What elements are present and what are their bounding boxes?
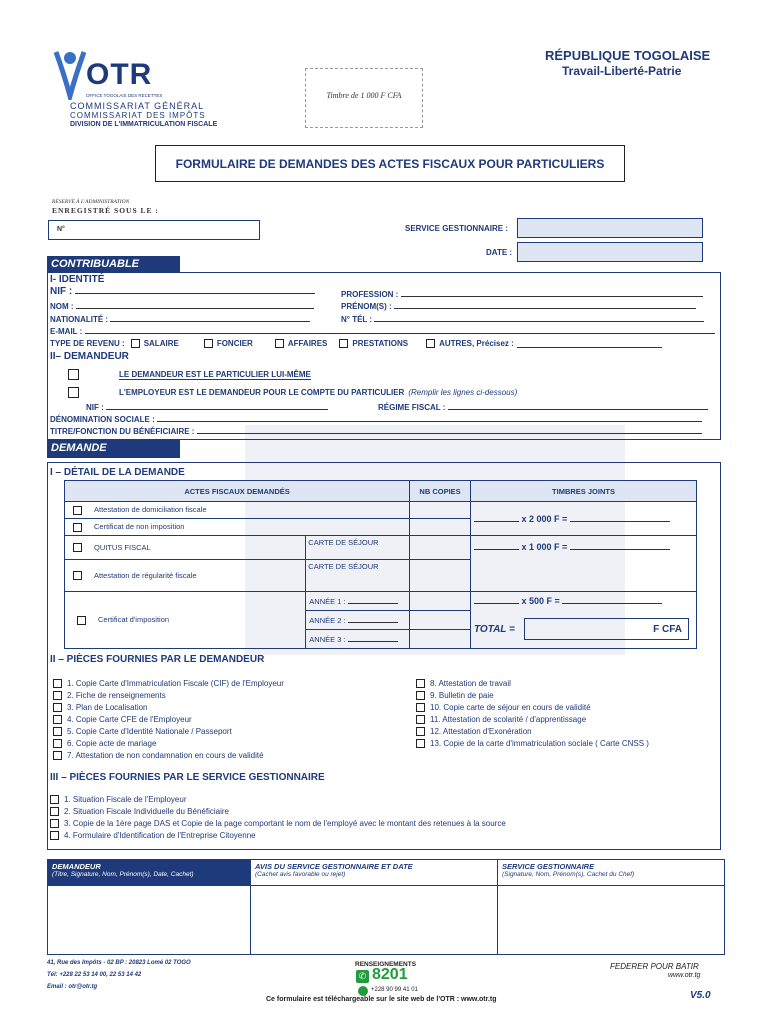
- nif2-input[interactable]: [106, 402, 328, 410]
- option1-label: LE DEMANDEUR EST LE PARTICULIER LUI-MÊME: [119, 369, 311, 379]
- email-input[interactable]: [85, 326, 715, 334]
- denomination-input[interactable]: [157, 414, 702, 422]
- acte-3-label: QUITUS FISCAL: [94, 542, 151, 552]
- piece-5: [53, 726, 284, 738]
- option1-checkbox[interactable]: [68, 369, 79, 380]
- piece-11: [416, 714, 649, 726]
- revenu-salaire-label: SALAIRE: [143, 339, 179, 348]
- type-revenu-label: TYPE DE REVENU :: [50, 339, 125, 348]
- acte-3-checkbox[interactable]: [73, 543, 82, 552]
- pieces-demandeur-left: [53, 678, 284, 762]
- annee-3-input[interactable]: [348, 641, 398, 642]
- service-label: SERVICE GESTIONNAIRE :: [405, 224, 508, 233]
- nom-row: [50, 301, 314, 311]
- piece-12-label: 12. Attestation d'Exonération: [430, 727, 532, 736]
- acte-row-1: [65, 502, 410, 519]
- prenom-row: [341, 301, 696, 311]
- profession-input[interactable]: [401, 289, 703, 297]
- service-input[interactable]: [517, 218, 703, 238]
- timbre-500: [471, 592, 697, 611]
- col-timbres: TIMBRES JOINTS: [471, 481, 697, 502]
- slogan: FEDERER POUR BATIR: [610, 962, 699, 971]
- signature-service-sub: (Signature, Nom, Prénom(s), Cachet du Chef): [502, 871, 635, 878]
- pieces-demandeur-title: II – PIÈCES FOURNIES PAR LE DEMANDEUR: [50, 654, 265, 665]
- signature-area: [47, 859, 725, 955]
- tel-row: [341, 314, 704, 324]
- piece-10: [416, 702, 649, 714]
- date-input[interactable]: [517, 242, 703, 262]
- total-cell: [471, 611, 697, 649]
- actes-table: [64, 480, 697, 649]
- revenu-autres-label: AUTRES, Précisez :: [439, 339, 514, 348]
- admin-reserved: RÉSERVÉ À L'ADMINISTRATION: [52, 199, 130, 205]
- piece-4-label: 4. Copie Carte CFE de l'Employeur: [67, 715, 192, 724]
- piece-5-checkbox[interactable]: [53, 727, 62, 736]
- org-small: OFFICE TOGOLAIS DES RECETTES: [86, 93, 163, 98]
- footer-tel: Tél: +228 22 53 14 00, 22 53 14 42: [47, 972, 142, 978]
- signature-avis-sub: (Cachet avis favorable ou rejet): [255, 871, 346, 878]
- signature-service-title: SERVICE GESTIONNAIRE: [502, 862, 595, 871]
- acte-1-nb[interactable]: [410, 502, 471, 519]
- commissariat2: COMMISSARIAT DES IMPÔTS: [70, 111, 206, 120]
- revenu-affaires-checkbox[interactable]: [275, 339, 284, 348]
- piece-9-label: 9. Bulletin de paie: [430, 691, 494, 700]
- stamp-label: Timbre de 1 000 F CFA: [326, 91, 402, 100]
- service-piece-1-checkbox[interactable]: [50, 795, 59, 804]
- service-piece-4-checkbox[interactable]: [50, 831, 59, 840]
- renseignements: RENSEIGNEMENTS: [355, 961, 417, 968]
- acte-3-sejour: CARTE DE SÉJOUR: [306, 536, 410, 560]
- pieces-demandeur-right: [416, 678, 649, 750]
- stamp-box: [305, 68, 423, 128]
- tel-label: N° TÉL :: [341, 315, 373, 324]
- demandeur-title: II– DEMANDEUR: [50, 351, 129, 362]
- option2-note: (Remplir les lignes ci-dessous): [408, 388, 518, 397]
- service-piece-3-checkbox[interactable]: [50, 819, 59, 828]
- service-piece-4-label: 4. Formulaire d'Identification de l'Entreprise Citoyenne: [64, 831, 256, 840]
- piece-2: [53, 690, 284, 702]
- whatsapp-number: +228 90 99 41 01: [371, 987, 418, 993]
- option2-label: L'EMPLOYEUR EST LE DEMANDEUR POUR LE COMPTE DU PARTICULIER: [119, 388, 405, 397]
- annee-3-label: ANNÉE 3 :: [309, 634, 346, 644]
- nif2-label: NIF :: [86, 403, 104, 412]
- total-label: TOTAL =: [474, 623, 515, 635]
- denomination-label: DÉNOMINATION SOCIALE :: [50, 415, 155, 424]
- col-actes: ACTES FISCAUX DEMANDÉS: [65, 481, 410, 502]
- date-label: DATE :: [486, 248, 513, 257]
- commissariat: COMMISSARIAT GÉNÉRAL: [70, 101, 205, 111]
- piece-7-label: 7. Attestation de non condamnation en cours de validité: [67, 751, 264, 760]
- nif-row: [50, 286, 315, 297]
- signature-demandeur[interactable]: [48, 860, 251, 954]
- piece-6-checkbox[interactable]: [53, 739, 62, 748]
- nationalite-label: NATIONALITÉ :: [50, 315, 109, 324]
- service-piece-2: [50, 806, 506, 818]
- whatsapp-icon: [358, 986, 368, 996]
- piece-5-label: 5. Copie Carte d'Identité Nationale / Passeport: [67, 727, 232, 736]
- piece-7: [53, 750, 284, 762]
- acte-1-label: Attestation de domiciliation fiscale: [94, 505, 207, 515]
- total-input[interactable]: [524, 618, 689, 640]
- piece-4-checkbox[interactable]: [53, 715, 62, 724]
- acte-4-label: Attestation de régularité fiscale: [94, 570, 197, 580]
- revenu-autres-checkbox[interactable]: [426, 339, 435, 348]
- piece-3-label: 3. Plan de Localisation: [67, 703, 148, 712]
- acte-4-checkbox[interactable]: [73, 571, 82, 580]
- signature-service-header: [498, 860, 724, 886]
- piece-6-label: 6. Copie acte de mariage: [67, 739, 157, 748]
- acte-1-checkbox[interactable]: [73, 506, 82, 515]
- service-piece-1: [50, 794, 506, 806]
- titre-label: TITRE/FONCTION DU BÉNÉFICIAIRE :: [50, 427, 195, 436]
- form-title-box: [155, 145, 625, 182]
- acte-4-nb[interactable]: [410, 560, 471, 592]
- acte-5-checkbox[interactable]: [77, 616, 86, 625]
- footer-email: Email : otr@otr.tg: [47, 984, 98, 990]
- signature-avis[interactable]: [251, 860, 498, 954]
- piece-7-checkbox[interactable]: [53, 751, 62, 760]
- piece-8-label: 8. Attestation de travail: [430, 679, 511, 688]
- annee-1: [306, 592, 410, 611]
- prenom-input[interactable]: [394, 301, 696, 309]
- nationalite-row: [50, 314, 310, 324]
- signature-avis-header: [251, 860, 497, 886]
- detail-title: I – DÉTAIL DE LA DEMANDE: [50, 467, 185, 478]
- piece-1-label: 1. Copie Carte d'Immatriculation Fiscale (CIF) de l'Employeur: [67, 679, 284, 688]
- col-nb: NB COPIES: [410, 481, 471, 502]
- option2-row: [68, 387, 517, 398]
- annee-3-nb[interactable]: [410, 630, 471, 649]
- timbre-500-label: x 500 F =: [521, 596, 560, 607]
- nif2-row: [86, 402, 328, 412]
- regime-row: [378, 402, 708, 412]
- timbre-2000-qty[interactable]: [474, 521, 519, 522]
- acte-row-5: [65, 592, 306, 649]
- service-piece-4: [50, 830, 506, 842]
- annee-2: [306, 611, 410, 630]
- email-row: [50, 326, 715, 336]
- acte-2-checkbox[interactable]: [73, 523, 82, 532]
- timbre-500-qty[interactable]: [474, 603, 519, 604]
- piece-2-checkbox[interactable]: [53, 691, 62, 700]
- tel-input[interactable]: [374, 314, 704, 322]
- piece-12-checkbox[interactable]: [416, 727, 425, 736]
- annee-2-nb[interactable]: [410, 611, 471, 630]
- piece-8: [416, 678, 649, 690]
- revenu-prestations-checkbox[interactable]: [339, 339, 348, 348]
- piece-3-checkbox[interactable]: [53, 703, 62, 712]
- timbre-1000-total[interactable]: [570, 549, 670, 550]
- piece-1: [53, 678, 284, 690]
- total-currency: F CFA: [653, 624, 682, 636]
- signature-avis-title: AVIS DU SERVICE GESTIONNAIRE ET DATE: [255, 862, 413, 871]
- nationalite-input[interactable]: [110, 314, 310, 322]
- pieces-service-list: [50, 794, 506, 842]
- timbre-500-total[interactable]: [562, 603, 662, 604]
- piece-10-checkbox[interactable]: [416, 703, 425, 712]
- website: www.otr.tg: [668, 972, 701, 979]
- annee-3: [306, 630, 410, 649]
- demande-header: DEMANDE: [47, 440, 180, 458]
- acte-2-label: Certificat de non imposition: [94, 522, 185, 532]
- annee-2-input[interactable]: [348, 622, 398, 623]
- service-piece-2-checkbox[interactable]: [50, 807, 59, 816]
- phone-icon: ✆: [356, 970, 369, 983]
- acte-row-3: [65, 536, 306, 560]
- signature-demandeur-title: DEMANDEUR: [52, 862, 101, 871]
- timbre-2000: [471, 502, 697, 536]
- admin-registered: ENREGISTRÉ SOUS LE :: [52, 206, 159, 215]
- acte-5-label: Certificat d'imposition: [98, 615, 170, 625]
- piece-3: [53, 702, 284, 714]
- timbre-1000: [471, 536, 697, 592]
- piece-11-checkbox[interactable]: [416, 715, 425, 724]
- nom-input[interactable]: [76, 301, 314, 309]
- denomination-row: [50, 414, 702, 424]
- service-piece-1-label: 1. Situation Fiscale de l'Employeur: [64, 795, 187, 804]
- piece-9-checkbox[interactable]: [416, 691, 425, 700]
- admin-num-label: N°: [57, 226, 65, 233]
- annee-1-nb[interactable]: [410, 592, 471, 611]
- timbre-1000-qty[interactable]: [474, 549, 519, 550]
- contribuable-header: CONTRIBUABLE: [47, 256, 180, 272]
- nif-input[interactable]: [75, 286, 315, 294]
- piece-13-label: 13. Copie de la carte d'immatriculation sociale ( Carte CNSS ): [430, 739, 649, 748]
- profession-row: [341, 289, 703, 299]
- option2-checkbox[interactable]: [68, 387, 79, 398]
- signature-demandeur-header: [48, 860, 250, 886]
- email-label: E-MAIL :: [50, 327, 83, 336]
- revenu-autres-input[interactable]: [517, 340, 662, 348]
- option1-row: [68, 369, 311, 380]
- timbre-2000-label: x 2 000 F =: [521, 513, 568, 524]
- revenu-foncier-checkbox[interactable]: [204, 339, 213, 348]
- acte-2-nb[interactable]: [410, 519, 471, 536]
- signature-demandeur-sub: (Titre, Signature, Nom, Prénom(s), Date, Cachet): [52, 871, 194, 878]
- annee-2-label: ANNÉE 2 :: [309, 615, 346, 625]
- republic: RÉPUBLIQUE TOGOLAISE: [545, 48, 711, 63]
- annee-1-label: ANNÉE 1 :: [309, 596, 346, 606]
- timbre-1000-label: x 1 000 F =: [521, 542, 568, 552]
- nom-label: NOM :: [50, 302, 74, 311]
- identite-title: I- IDENTITÉ: [50, 274, 105, 285]
- piece-4: [53, 714, 284, 726]
- footer-address: 41, Rue des Impôts - 02 BP : 20823 Lomé 02 TOGO: [47, 960, 191, 966]
- prenom-label: PRÉNOM(S) :: [341, 302, 392, 311]
- revenu-salaire-checkbox[interactable]: [131, 339, 140, 348]
- piece-12: [416, 726, 649, 738]
- piece-11-label: 11. Attestation de scolarité / d'apprentissage: [430, 715, 587, 724]
- revenu-foncier-label: FONCIER: [216, 339, 253, 348]
- piece-13-checkbox[interactable]: [416, 739, 425, 748]
- acte-row-4: [65, 560, 306, 592]
- piece-6: [53, 738, 284, 750]
- piece-2-label: 2. Fiche de renseignements: [67, 691, 166, 700]
- download-note: Ce formulaire est téléchargeable sur le site web de l'OTR : www.otr.tg: [266, 996, 497, 1003]
- piece-9: [416, 690, 649, 702]
- regime-input[interactable]: [448, 402, 708, 410]
- type-revenu-row: [50, 339, 662, 348]
- acte-4-sejour: CARTE DE SÉJOUR: [306, 560, 410, 592]
- motto: Travail-Liberté-Patrie: [562, 64, 682, 78]
- admin-number-field[interactable]: [48, 220, 260, 240]
- otr-logo: [50, 50, 90, 100]
- piece-8-checkbox[interactable]: [416, 679, 425, 688]
- piece-1-checkbox[interactable]: [53, 679, 62, 688]
- division: DIVISION DE L'IMMATRICULATION FISCALE: [70, 121, 218, 128]
- piece-13: [416, 738, 649, 750]
- signature-service[interactable]: [498, 860, 724, 954]
- revenu-prestations-label: PRESTATIONS: [352, 339, 409, 348]
- form-title: FORMULAIRE DE DEMANDES DES ACTES FISCAUX POUR PARTICULIERS: [175, 156, 605, 171]
- revenu-affaires-label: AFFAIRES: [287, 339, 328, 348]
- otr-logo-icon: [50, 50, 90, 100]
- shortcode: 8201: [372, 966, 408, 983]
- acte-row-2: [65, 519, 410, 536]
- acte-3-nb[interactable]: [410, 536, 471, 560]
- annee-1-input[interactable]: [348, 603, 398, 604]
- piece-10-label: 10. Copie carte de séjour en cours de validité: [430, 703, 591, 712]
- org-acronym: OTR: [86, 58, 153, 91]
- service-piece-2-label: 2. Situation Fiscale Individuelle du Bénéficiaire: [64, 807, 229, 816]
- timbre-2000-total[interactable]: [570, 521, 670, 522]
- regime-label: RÉGIME FISCAL :: [378, 403, 446, 412]
- pieces-service-title: III – PIÈCES FOURNIES PAR LE SERVICE GESTIONNAIRE: [50, 772, 325, 783]
- service-piece-3-label: 3. Copie de la 1ère page DAS et Copie de la page comportant le nom de l'employé avec le montant des retenues à la source: [64, 819, 506, 828]
- version: V5.0: [690, 990, 711, 1001]
- service-piece-3: [50, 818, 506, 830]
- nif-label: NIF :: [50, 286, 73, 297]
- profession-label: PROFESSION :: [341, 290, 399, 299]
